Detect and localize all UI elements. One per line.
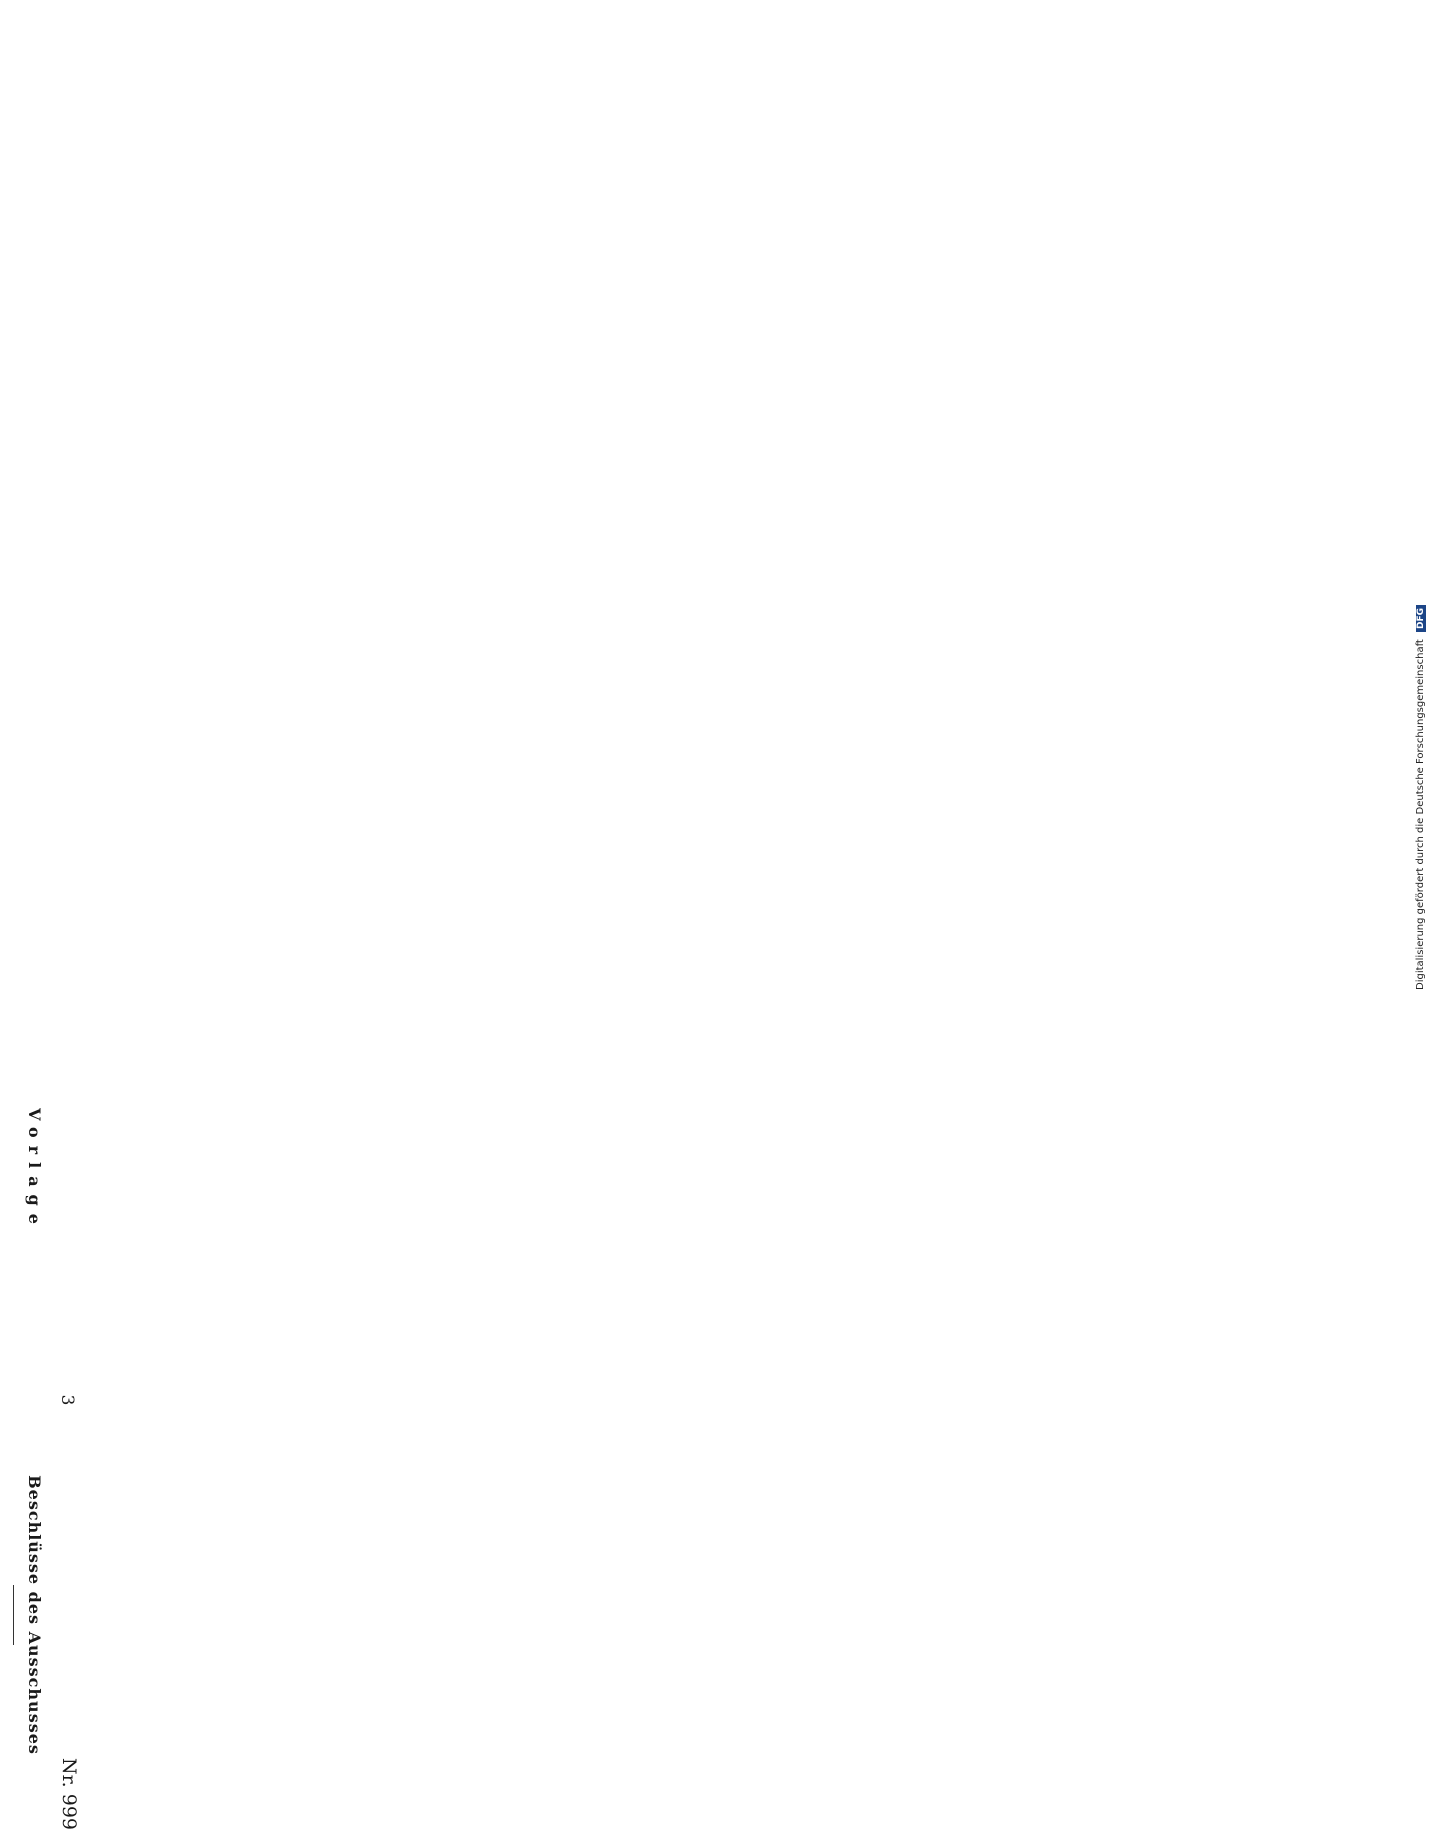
document-page xyxy=(0,960,80,1840)
right-column-heading: Beschlüsse des Ausschusses xyxy=(25,1475,44,1755)
credit-text: Digitalisierung gefördert durch die Deutsche Forschungsgemeinschaft xyxy=(1415,639,1426,990)
dfg-logo: DFG xyxy=(1416,605,1426,632)
heading-rule xyxy=(13,1585,14,1645)
left-column-heading: Vorlage xyxy=(25,1108,44,1232)
document-number: Nr. 999 xyxy=(58,1758,80,1830)
digitization-credit xyxy=(1415,605,1426,990)
page-number: 3 xyxy=(57,1394,77,1406)
